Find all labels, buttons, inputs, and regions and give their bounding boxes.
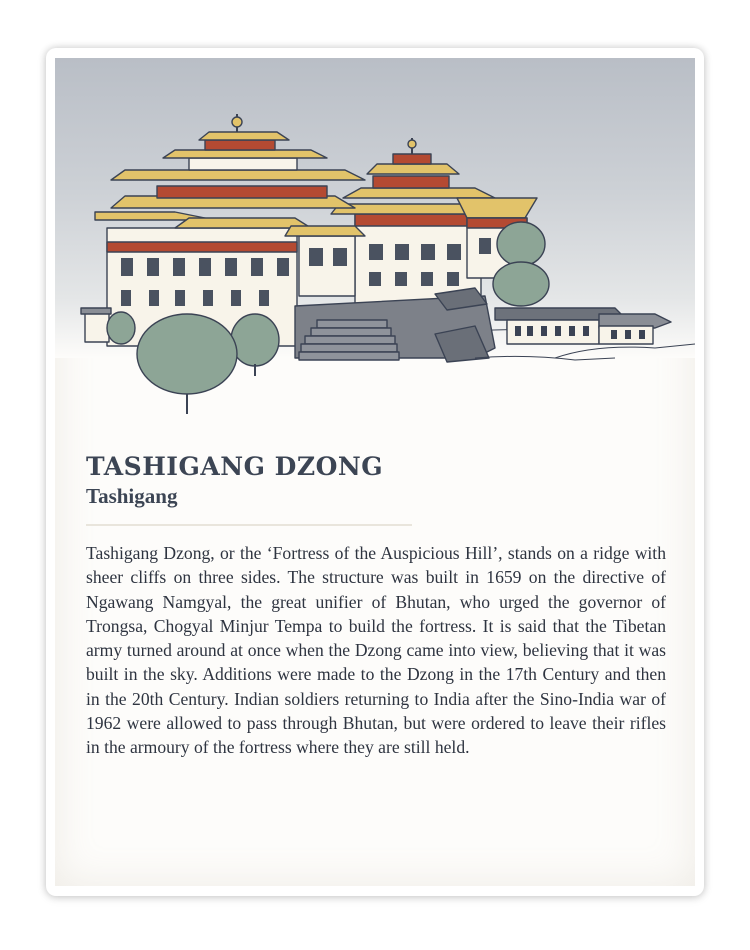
left-annex <box>81 308 111 342</box>
card-panel <box>55 58 695 886</box>
place-subtitle: Tashigang <box>86 484 178 508</box>
place-description: Tashigang Dzong, or the ‘Fortress of the Auspicious Hill’, stands on a ridge with sheer cliffs on three sides. The structure was built in 1659 on the directive of Ngawang Namgyal, the great unifier of Bhutan, who urged the governor of Trongsa, Chogyal Minjur Tempa to build the fortress. It is said that the Tibetan army turned around at once when the Dzong came into view, believing that it was built in the sky. Additions were made to the Dzong in the 17th Century and then in the 20th Century. Indian soldiers returning to India after the Sino-India war of 1962 were allowed to pass through Bhutan, but were ordered to leave their rifles in the armoury of the fortress where they are still held. <box>86 543 666 758</box>
dzong-illustration <box>55 58 695 428</box>
place-title: TASHIGANG DZONG <box>86 452 384 481</box>
foreground-trees <box>107 312 279 414</box>
annex-building <box>495 308 695 358</box>
info-card <box>46 48 704 896</box>
divider <box>86 524 412 526</box>
